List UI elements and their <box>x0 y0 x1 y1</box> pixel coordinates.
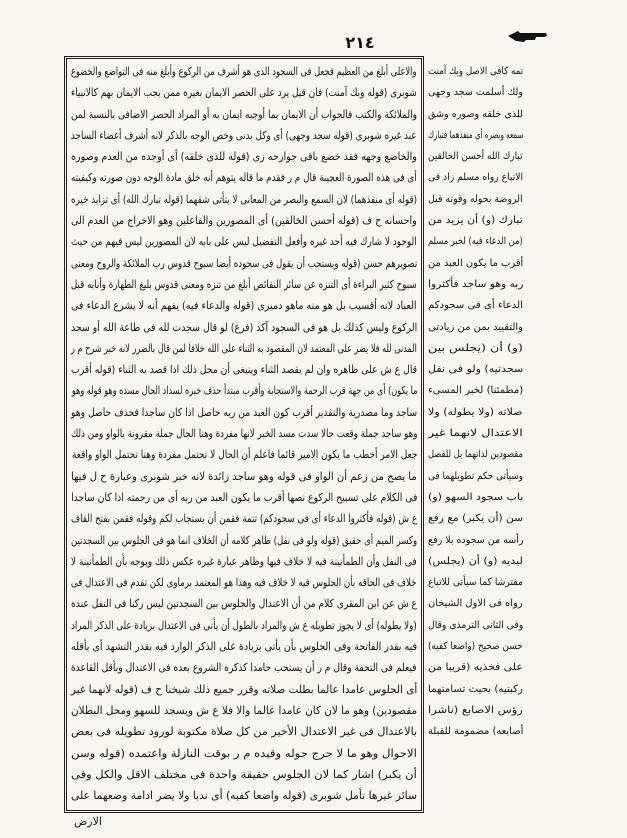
margin-note-line: تبارك (و) أن يزيد من <box>428 215 523 227</box>
margin-note-line: الدعاء أى فى سجودكم <box>428 300 523 312</box>
margin-note-line: حسن صحيح (واضعا كفيه) <box>428 641 523 653</box>
main-text-line: تصويرهم حسن (قوله ويستحب أن يقول فى سجوده أيضا سبوح قدوس رب الملائكة والروح ومعنى <box>70 256 417 270</box>
margin-note-line: باب سجود السهو (و) <box>427 491 523 503</box>
main-text-line: مقصودين) وهو ما لان كان عامدا عالما والا فلا ع ش ويسجد للسهو ومحل البطلان <box>70 703 417 717</box>
page-number: ٢١٤ <box>345 33 375 52</box>
margin-note-line: سمعه وبصره أى منفذهما فتبارك <box>427 129 523 141</box>
margin-note-line: تبارك الله أحسن الخالقين <box>428 151 523 163</box>
margin-note-line: الروضة بحوله وقوته قبل <box>428 193 523 205</box>
main-text-line: سبوح كثير البراءة أى التنزه عن سائر النقائص أبلغ من تنزه ومعنى قدوس بليغ الطهارة وأنابه قبل <box>71 277 417 291</box>
main-text-line: الركوع وليس كذلك بل هو فى السجود آكد (فرع) لو قال سجدت لله فى طاعة الله أو سجد <box>70 320 417 334</box>
main-text-line: فى النفل وأن الطمأنينة فيه لا خلاف فيها وظاهر عبارة غيره عكس ذلك ويوجه بأن الطمأنينة لا <box>71 554 417 568</box>
main-text-line: وهو ساجد جملة وقعت حالا سدت مسد الخبر لانها مفردة وهنا الحال جملة مقرونة بالواو ومن ذلك <box>70 427 417 441</box>
margin-note-line: صلاته (ولا يطوله) ولا <box>428 406 523 418</box>
main-text-line: فيه بقدر الفاتحة وفى الجلوس بأن يأتى بزيادة على الذكر الوارد فيه بقدر التشهد أى بأقله <box>70 640 417 654</box>
margin-note-line: (مطمئنا) لخبر المسىء <box>427 385 523 397</box>
main-text-line: وكسر الميم أى حقيق (قوله ولو فى نفل) ظاهر كلامه أن الخلاف انما هو فى الجلوس بين السجدتين <box>70 533 417 547</box>
margin-note-line: وفى الثانى الترمذى وقال <box>427 619 523 631</box>
main-text-line: فى الكلام على تسبيح الركوع نصها أقرب ما يكون العبد من ربه أى من رحمته اذا كان ساجدا <box>70 490 417 504</box>
main-text-line: والاعلى أبلغ من العظيم فجعل فى السجود الذى هو أشرف من الركوع وأبلغ منه فى التواضع والخضوع <box>71 65 417 78</box>
margin-note-line: ربه وهو ساجد فأكثروا <box>427 278 523 290</box>
main-text-line: شوبرى (قوله وبك آمنت) فان قيل يرد على الحصر الايمان بغيره ممن يجب الايمان بهم كالانبياء <box>71 86 417 100</box>
main-text-line: أن يكبر) اشار كما لان الجلوس حقيقة واحدة فى مختلف الاقل والكل وفى <box>71 767 417 781</box>
margin-note-line: ركبتيه) بحيث تسامتهما <box>428 683 523 695</box>
main-text-line: (ولا يطوله) أى لا يجوز تطويله ع ش والمراد بالطول أن يأتى فى الاعتدال بزيادة على الذكر المراد <box>71 618 417 632</box>
margin-note-line: على فخذيه (قريبا من <box>428 662 523 674</box>
margin-note-line: الاتباع رواه مسلم زاد فى <box>427 172 523 184</box>
main-text-line: أى الجلوس عامدا عالما بطلت صلاته وقرر جميع ذلك شيخنا ح ف (قوله لانهما غير <box>70 682 417 696</box>
main-text-line: الاحوال وهو ما لا حرج حوله وقيده م ر بوقت النازلة واعتمده (قوله وسن <box>71 746 417 760</box>
main-text-line: ع ش (قوله فأكثروا الدعاء أى فى سجودكم) تتمة فقمن أن يستجاب لكم وقوله فقمن بفتح القاف <box>70 512 417 526</box>
margin-note-line: رواه فى الاول الشيخان <box>428 598 523 610</box>
main-text-line: والملائكة والكتب فالجواب أن الايمان بما أوجبه ايمان به أو المراد الحصر الاضافى بالنسبة لمن <box>71 107 417 121</box>
margin-note-line: مقصودين لذاتهما بل للفصل <box>428 449 523 461</box>
main-text-line: سائر غيرها تأمل شوبرى (قوله واضعا كفيه) أى ندبا ولا يضر ادامة وضعهما على <box>71 789 417 803</box>
margin-note-line: (من الدعاء فيه) لخبر مسلم <box>428 236 523 248</box>
pointing-hand-icon <box>506 28 548 44</box>
main-text-line: واحسانه ح ف (قوله أحسن الخالقين) أى المصورين والفاعلين وهو الاخراج من العدم الى <box>71 214 417 228</box>
main-text-line: قال ع ش على ظاهره وان لم يقصد الثناء وينبغى أن محل ذلك اذا قصد به الثناء (قوله أقرب <box>70 363 417 377</box>
main-text-line: بالاعتدال فى غير الاعتدال الأخير من كل صلاة مكتوبة لورود تطويله فى بعض <box>70 725 417 739</box>
margin-note-line: والتقييد بمن من زيادتى <box>428 321 523 333</box>
main-text-line: جعل الامر أخطب ما يكون الامير قائما فاعلم أن الحال لا تحتمل مفردة وهنا تحتمل الواو واقعة <box>71 448 417 462</box>
main-text-line: ما يكون) أى من جهة قرب الرحمة والاستجابة وأقرب مبتدأ حذف خبره لسداد الحال مسده وهو قوله وهو <box>71 384 417 398</box>
margin-note-line: (و) أن (يجلس بين <box>428 342 523 354</box>
margin-note-line: تمه كافى الاصل وبك آمنت <box>427 66 523 77</box>
margin-base-text <box>428 61 523 743</box>
main-text-line: الوجود لا شارك فيه أحد غيره وأفعل التفضيل ليس على بابه لان المصورين ليس فيهم من حيث <box>71 235 417 249</box>
main-text-line: خلاف فى الحاقه بأن الجلوس فيه لا خلاف فيه وهذا هو المعتمد برماوى لكن تقدم فى الاعتدال فى <box>71 576 417 590</box>
main-text-line: ع ش عن ابن المقرى كلام من أن الاعتدال والجلوس بين السجدتين ليس ركنا فى النفل عنده <box>71 597 417 611</box>
margin-note-line: ليديه (و) أن (يجلس) <box>428 555 523 567</box>
main-commentary-text <box>71 61 417 806</box>
main-text-line: العباد لانه أقسيب بل هو منه ماهو دميرى (قوله والدعاء فيه) يفهم أنه لا يشرع الدعاء فى <box>71 299 417 313</box>
main-text-line: المدنى لله فلا يضر على المعتمد لان المقصود به الثناء على الله خلافا لمن قال بالضرر لانه خبر شرح م ر <box>71 341 417 355</box>
margin-note-line: سن (أن يكبر) مع رفع <box>427 513 523 525</box>
catchword: الارض <box>74 815 102 828</box>
margin-note-line: الاعتدال لانهما غير <box>428 428 523 440</box>
main-text-line: ما يصح من زعم أن الواو فى قوله وهو ساجد زائدة لانه خبر شوبرى وعبارة ح ل فيها <box>71 469 417 483</box>
margin-note-line: للذى خلقه وصوره وشق <box>428 108 523 120</box>
margin-note-line: سجدتيه) ولو فى نفل <box>427 364 523 376</box>
main-text-line: والخاضع وجهه فقد خضع باقى جوارحه زى (قوله للذى خلقه) أى أوجده من العدم وصوره <box>71 150 417 164</box>
main-text-line: ساجد وما مصدرية والتقدير أقرب كون العبد من ربه حاصل اذا كان ساجدا فحذف حاصل وهو <box>70 405 417 419</box>
margin-note-line: أقرب ما يكون العبد من <box>427 257 523 269</box>
margin-note-line: رؤس الاصابع (ناشرا <box>428 704 523 716</box>
margin-note-line: أصابعه) مضمومة للقبلة <box>427 726 523 738</box>
margin-note-line: ولك أسلمت سجد وجهى <box>428 87 523 99</box>
margin-note-line: مفترشا كما سيأتى للاتباع <box>428 577 523 589</box>
margin-note-line: رأسه من سجوده بلا رفع <box>427 534 523 546</box>
main-text-line: فيعلم فى التحفة وقال م ر أن يستحب حامدا كذكره الشروع بعده فى الاعتدال وبأقل القاعدة <box>71 661 417 675</box>
main-text-line: عبد غيره شوبرى (قوله سجد وجهى) أى وكل بدنى وخص الوجه بالذكر لانه أشرف أعضاء الساجد <box>71 128 417 142</box>
main-text-line: أى فى هذه الصورة العجيبة قال م ر فقدم ما قاله يتوهم أنه خلق مادة الوجه دون صورته وكيفيته <box>71 171 417 185</box>
main-text-line: (قوله أى منفذهما) لان السمع والبصر من المعانى لا يتأتى شقهما (قوله تبارك الله) أى تزايد خيره <box>70 192 417 206</box>
margin-note-line: وسيأتى حكم تطويلهما فى <box>427 470 523 482</box>
